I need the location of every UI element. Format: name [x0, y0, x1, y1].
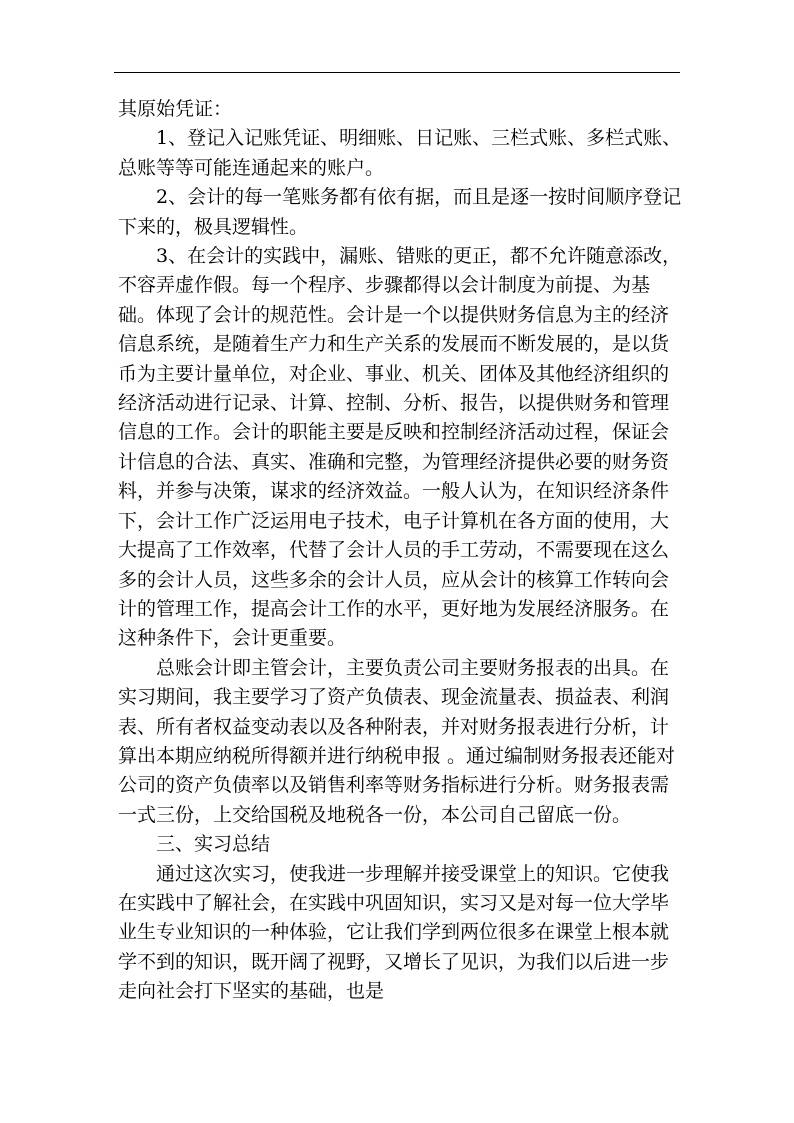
- paragraph-item-3: 3、在会计的实践中，漏账、错账的更正，都不允许随意添改，不容弄虚作假。每一个程序、步骤都得以会计制度为前提、为基础。体现了会计的规范性。会计是一个以提供财务信息为主的经济信息系统，是随着生产力和生产关系的发展而不断发展的，是以货币为主要计量单位，对企业、事业、机关、团体及其他经济组织的经济活动进行记录、计算、控制、分析、报告，以提供财务和管理信息的工作。会计的职能主要是反映和控制经济活动过程，保证会计信息的合法、真实、准确和完整，为管理经济提供必要的财务资料，并参与决策，谋求的经济效益。一般人认为，在知识经济条件下，会计工作广泛运用电子技术，电子计算机在各方面的使用，大大提高了工作效率，代替了会计人员的手工劳动，不需要现在这么多的会计人员，这些多余的会计人员，应从会计的核算工作转向会计的管理工作，提高会计工作的水平，更好地为发展经济服务。在这种条件下，会计更重要。: [118, 245, 682, 650]
- section-heading-summary: 三、实习总结: [156, 833, 271, 856]
- paragraph-source-voucher: 其原始凭证：: [118, 98, 233, 120]
- paragraph-general-ledger: 总账会计即主管会计，主要负责公司主要财务报表的出具。在实习期间，我主要学习了资产负债表、现金流量表、损益表、利润表、所有者权益变动表以及各种附表，并对财务报表进行分析，计算出本期应纳税所得额并进行纳税申报 。通过编制财务报表还能对公司的资产负债率以及销售利率等财务指标进行分析。财务报表需一式三份，上交给国税及地税各一份，本公司自己留底一份。: [118, 656, 676, 826]
- header-rule: [114, 72, 680, 73]
- paragraph-item-2: 2、会计的每一笔账务都有依有据，而且是逐一按时间顺序登记下来的，极具逻辑性。: [118, 186, 682, 238]
- document-body: [118, 95, 684, 1007]
- paragraph-summary: 通过这次实习，使我进一步理解并接受课堂上的知识。它使我在实践中了解社会，在实践中巩固知识，实习又是对每一位大学毕业生专业知识的一种体验，它让我们学到两位很多在课堂上根本就学不到的知识，既开阔了视野，又增长了见识，为我们以后进一步走向社会打下坚实的基础，也是: [118, 862, 670, 1003]
- paragraph-item-1: 1、登记入记账凭证、明细账、日记账、三栏式账、多栏式账、总账等等可能连通起来的账户。: [118, 127, 682, 179]
